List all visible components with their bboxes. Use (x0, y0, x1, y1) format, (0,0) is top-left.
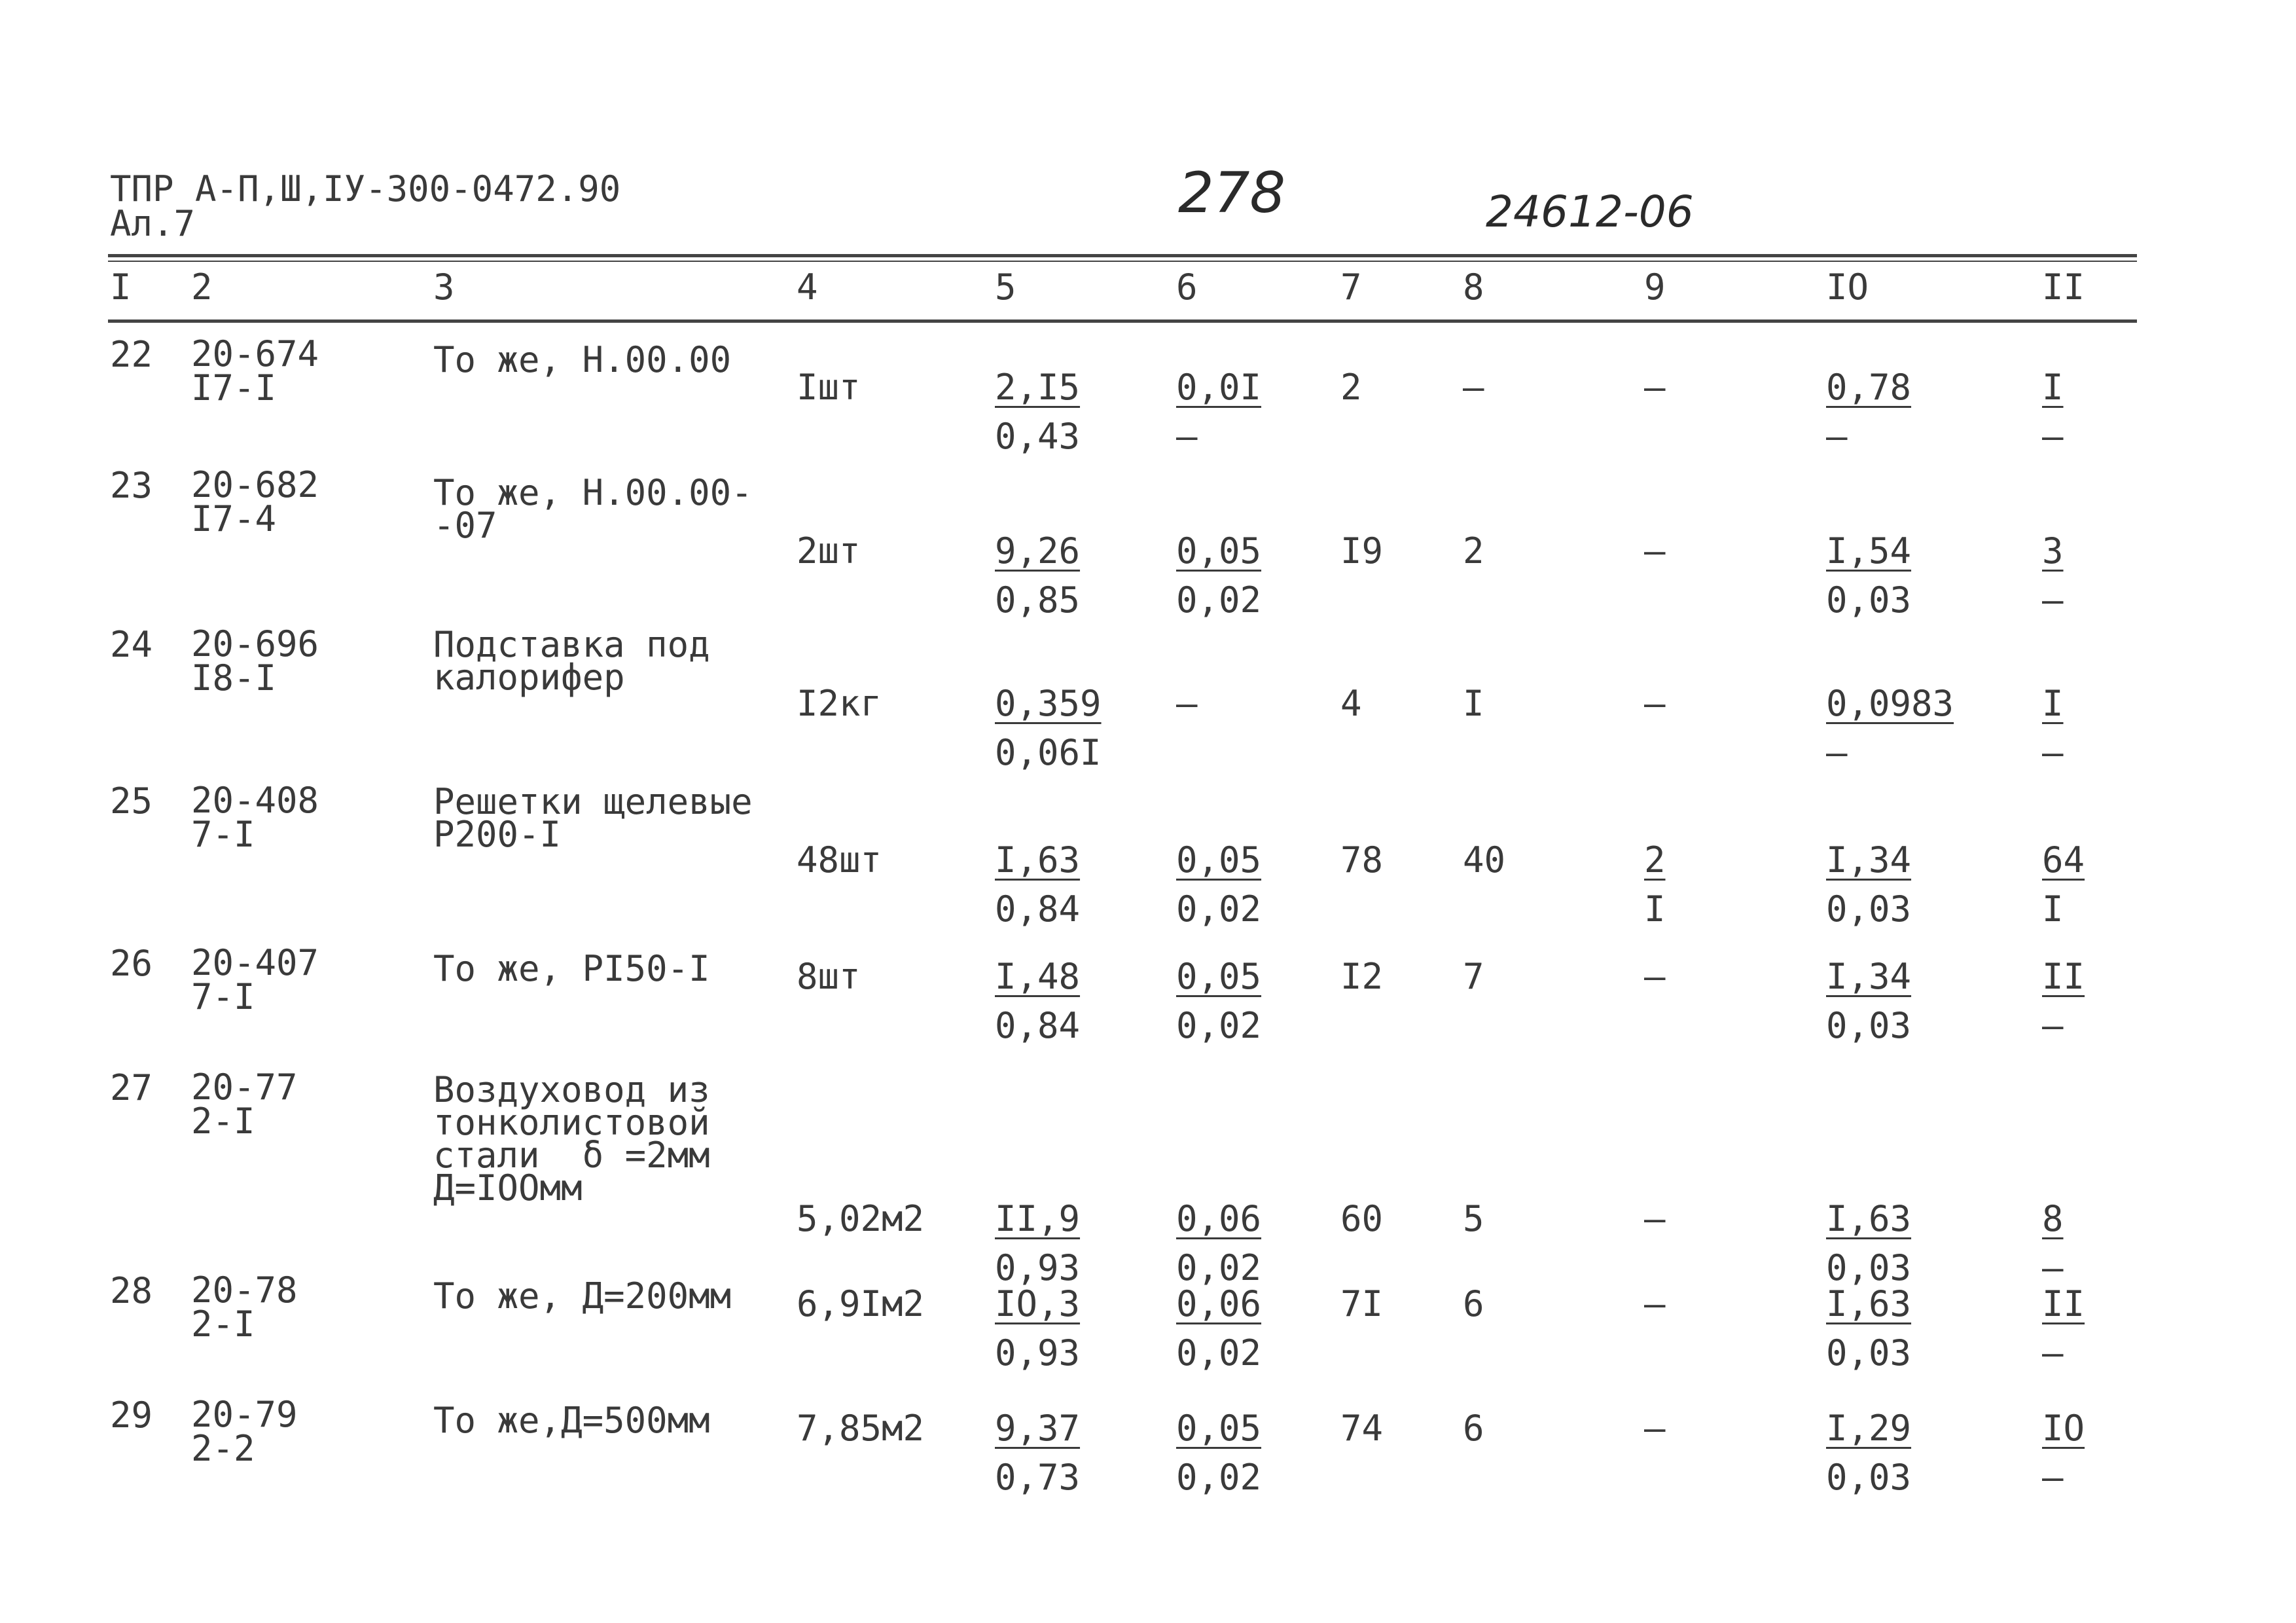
column-10-value-top: I,34 (1826, 839, 1912, 881)
norm-code: 20-674 I7-I (191, 333, 319, 409)
quantity: Iшт (797, 367, 861, 408)
column-10-value-top: 0,0983 (1826, 683, 1954, 724)
column-header-10: IO (1826, 266, 1869, 308)
column-6-value-top: 0,05 (1176, 530, 1262, 572)
column-5-value-top: II,9 (995, 1198, 1081, 1239)
column-6-value-top: – (1176, 683, 1198, 724)
column-7-value: 60 (1340, 1198, 1384, 1239)
column-10-value-top: I,34 (1826, 956, 1912, 997)
quantity: I2кг (797, 683, 882, 724)
column-8-value: I (1463, 683, 1484, 724)
column-header-9: 9 (1644, 266, 1666, 308)
quantity: 7,85м2 (797, 1408, 925, 1449)
column-11-value-bottom: – (2042, 1005, 2064, 1046)
column-6-value-bottom: – (1176, 416, 1198, 457)
column-7-value: 2 (1340, 367, 1362, 408)
column-11-value-top: IO (2042, 1408, 2085, 1449)
column-10-value-bottom: 0,03 (1826, 888, 1912, 930)
column-6-value-bottom: 0,02 (1176, 1332, 1262, 1374)
column-10-value-top: I,29 (1826, 1408, 1912, 1449)
column-10-value-top: 0,78 (1826, 367, 1912, 408)
column-5-value-bottom: 0,85 (995, 579, 1081, 621)
item-description: То же, РI50-I (433, 948, 710, 989)
column-11-value-top: 64 (2042, 839, 2085, 881)
column-5-value-top: IO,3 (995, 1283, 1081, 1324)
column-5-value-bottom: 0,43 (995, 416, 1081, 457)
column-9-value-top: 2 (1644, 839, 1666, 881)
row-number: 23 (110, 465, 153, 506)
column-5-value-top: I,48 (995, 956, 1081, 997)
column-6-value-bottom: 0,02 (1176, 1457, 1262, 1498)
column-6-value-top: 0,05 (1176, 1408, 1262, 1449)
column-6-value-bottom: 0,02 (1176, 1005, 1262, 1046)
column-5-value-top: 9,26 (995, 530, 1081, 572)
row-number: 26 (110, 943, 153, 984)
column-10-value-bottom: – (1826, 416, 1848, 457)
column-header-2: 2 (191, 266, 213, 308)
column-8-value: 6 (1463, 1283, 1484, 1324)
row-number: 29 (110, 1395, 153, 1436)
item-description: Воздуховод из тонколистовой стали δ =2мм Д=IOOмм (433, 1069, 710, 1209)
norm-code: 20-78 2-I (191, 1269, 298, 1345)
quantity: 8шт (797, 956, 861, 997)
column-10-value-bottom: – (1826, 732, 1848, 773)
column-5-value-bottom: 0,84 (995, 1005, 1081, 1046)
column-6-value-top: 0,06 (1176, 1198, 1262, 1239)
column-11-value-bottom: – (2042, 1457, 2064, 1498)
column-5-value-top: 0,359 (995, 683, 1102, 724)
table-top-rule-inner (108, 261, 2137, 262)
item-description: То же, Д=200мм (433, 1275, 732, 1317)
column-9-value-bottom: I (1644, 888, 1666, 930)
column-9-value-top: – (1644, 530, 1666, 572)
sheet-label: Ал.7 (110, 203, 196, 244)
column-5-value-top: 2,I5 (995, 367, 1081, 408)
column-11-value-top: II (2042, 956, 2085, 997)
column-7-value: I2 (1340, 956, 1384, 997)
column-5-value-top: 9,37 (995, 1408, 1081, 1449)
row-number: 24 (110, 624, 153, 665)
handwritten-code: 24612-06 (1486, 187, 1694, 237)
column-9-value-top: – (1644, 1408, 1666, 1449)
column-9-value-top: – (1644, 683, 1666, 724)
column-8-value: 5 (1463, 1198, 1484, 1239)
column-5-value-bottom: 0,06I (995, 732, 1102, 773)
column-11-value-top: II (2042, 1283, 2085, 1324)
column-11-value-bottom: – (2042, 579, 2064, 621)
column-7-value: 7I (1340, 1283, 1384, 1324)
norm-code: 20-77 2-I (191, 1067, 298, 1142)
column-10-value-bottom: 0,03 (1826, 579, 1912, 621)
column-6-value-top: 0,05 (1176, 839, 1262, 881)
column-header-7: 7 (1340, 266, 1362, 308)
column-5-value-bottom: 0,84 (995, 888, 1081, 930)
column-5-value-bottom: 0,93 (995, 1332, 1081, 1374)
item-description: То же, Н.00.00- -07 (433, 472, 753, 546)
quantity: 5,02м2 (797, 1198, 925, 1239)
column-6-value-top: 0,0I (1176, 367, 1262, 408)
column-10-value-bottom: 0,03 (1826, 1457, 1912, 1498)
column-10-value-top: I,63 (1826, 1198, 1912, 1239)
column-6-value-bottom: 0,02 (1176, 1247, 1262, 1288)
column-10-value-bottom: 0,03 (1826, 1332, 1912, 1374)
row-number: 25 (110, 780, 153, 822)
column-6-value-top: 0,06 (1176, 1283, 1262, 1324)
column-5-value-bottom: 0,73 (995, 1457, 1081, 1498)
column-5-value-top: I,63 (995, 839, 1081, 881)
column-11-value-top: 8 (2042, 1198, 2064, 1239)
norm-code: 20-408 7-I (191, 780, 319, 855)
column-6-value-bottom: 0,02 (1176, 888, 1262, 930)
column-9-value-top: – (1644, 1198, 1666, 1239)
column-header-4: 4 (797, 266, 818, 308)
norm-code: 20-696 I8-I (191, 623, 319, 699)
item-description: Решетки щелевые Р200-I (433, 781, 753, 855)
column-header-3: 3 (433, 266, 455, 308)
column-11-value-bottom: – (2042, 1332, 2064, 1374)
column-6-value-bottom: 0,02 (1176, 579, 1262, 621)
header-bottom-rule (108, 319, 2137, 323)
column-11-value-bottom: – (2042, 1247, 2064, 1288)
table-top-rule (108, 254, 2137, 257)
column-11-value-top: I (2042, 683, 2064, 724)
page-number: 278 (1178, 160, 1286, 226)
quantity: 6,9Iм2 (797, 1283, 925, 1324)
column-11-value-top: I (2042, 367, 2064, 408)
norm-code: 20-682 I7-4 (191, 464, 319, 539)
row-number: 22 (110, 334, 153, 375)
column-7-value: 4 (1340, 683, 1362, 724)
column-8-value: 6 (1463, 1408, 1484, 1449)
column-10-value-bottom: 0,03 (1826, 1247, 1912, 1288)
column-8-value: – (1463, 367, 1484, 408)
column-9-value-top: – (1644, 1283, 1666, 1324)
column-11-value-bottom: I (2042, 888, 2064, 930)
item-description: То же, Н.00.00 (433, 339, 732, 380)
column-10-value-bottom: 0,03 (1826, 1005, 1912, 1046)
column-11-value-bottom: – (2042, 416, 2064, 457)
column-7-value: 78 (1340, 839, 1384, 881)
column-8-value: 40 (1463, 839, 1506, 881)
quantity: 2шт (797, 530, 861, 572)
item-description: Подставка под калорифер (433, 624, 710, 698)
column-header-5: 5 (995, 266, 1016, 308)
column-11-value-top: 3 (2042, 530, 2064, 572)
column-10-value-top: I,54 (1826, 530, 1912, 572)
row-number: 27 (110, 1067, 153, 1108)
document-code: ТПР А-П,Ш,IУ-300-0472.90 (110, 168, 621, 210)
column-7-value: 74 (1340, 1408, 1384, 1449)
column-9-value-top: – (1644, 956, 1666, 997)
column-10-value-top: I,63 (1826, 1283, 1912, 1324)
column-header-8: 8 (1463, 266, 1484, 308)
column-header-11: II (2042, 266, 2085, 308)
column-11-value-bottom: – (2042, 732, 2064, 773)
row-number: 28 (110, 1270, 153, 1311)
column-9-value-top: – (1644, 367, 1666, 408)
item-description: То же,Д=500мм (433, 1400, 710, 1441)
column-8-value: 2 (1463, 530, 1484, 572)
column-7-value: I9 (1340, 530, 1384, 572)
column-header-6: 6 (1176, 266, 1198, 308)
norm-code: 20-407 7-I (191, 942, 319, 1017)
column-6-value-top: 0,05 (1176, 956, 1262, 997)
norm-code: 20-79 2-2 (191, 1394, 298, 1469)
column-8-value: 7 (1463, 956, 1484, 997)
column-header-1: I (110, 266, 132, 308)
quantity: 48шт (797, 839, 882, 881)
column-5-value-bottom: 0,93 (995, 1247, 1081, 1288)
